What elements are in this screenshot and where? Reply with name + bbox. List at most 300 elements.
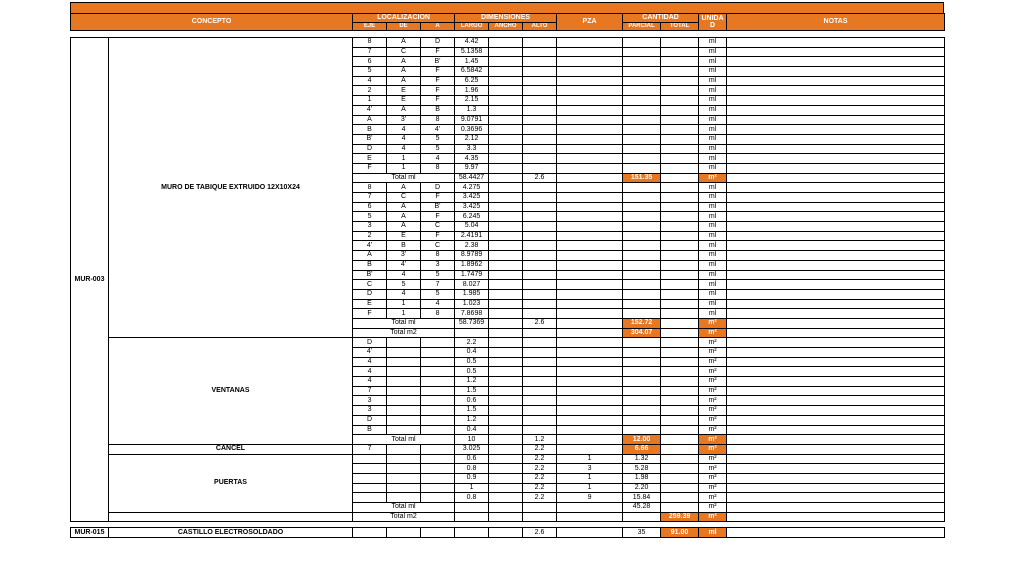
cell-notas bbox=[727, 396, 945, 406]
cell-alto: 2.2 bbox=[523, 464, 557, 474]
cell-alto bbox=[523, 503, 557, 513]
cell-ancho bbox=[489, 483, 523, 493]
cell-notas bbox=[727, 280, 945, 290]
cell-ancho bbox=[489, 193, 523, 203]
cell-largo: 58.7369 bbox=[455, 318, 489, 328]
cell-de: A bbox=[387, 76, 421, 86]
cell-parcial bbox=[623, 231, 661, 241]
cell-ancho bbox=[489, 86, 523, 96]
cell-unidad: m² bbox=[699, 357, 727, 367]
cell-eje: 5 bbox=[353, 212, 387, 222]
cell-ancho bbox=[489, 241, 523, 251]
cell-eje: D bbox=[353, 415, 387, 425]
concept-cell: VENTANAS bbox=[109, 338, 353, 445]
header-a: A bbox=[421, 23, 455, 31]
cell-notas bbox=[727, 377, 945, 387]
cell-pza bbox=[557, 144, 623, 154]
cell-unidad: ml bbox=[699, 193, 727, 203]
cell-de: A bbox=[387, 38, 421, 48]
cell-pza bbox=[557, 280, 623, 290]
cell-parcial: 45.28 bbox=[623, 503, 661, 513]
cell-a: B' bbox=[421, 202, 455, 212]
cell-total bbox=[661, 154, 699, 164]
cell-pza bbox=[557, 528, 623, 538]
cell-ancho bbox=[489, 377, 523, 387]
cell-largo: 2.15 bbox=[455, 96, 489, 106]
cell-notas bbox=[727, 444, 945, 454]
cell-parcial: 1.32 bbox=[623, 454, 661, 464]
cell-parcial: 2.20 bbox=[623, 483, 661, 493]
cell-eje: 4' bbox=[353, 348, 387, 358]
cell-de: A bbox=[387, 212, 421, 222]
cell-notas bbox=[727, 270, 945, 280]
cell-alto bbox=[523, 231, 557, 241]
cell-pza bbox=[557, 47, 623, 57]
cell-unidad: m² bbox=[699, 406, 727, 416]
cell-a bbox=[421, 493, 455, 503]
cell-total bbox=[661, 396, 699, 406]
cell-largo: 0.4 bbox=[455, 348, 489, 358]
cell-notas bbox=[727, 115, 945, 125]
cell-unidad: m² bbox=[699, 386, 727, 396]
cell-a: B bbox=[421, 105, 455, 115]
cell-parcial bbox=[623, 270, 661, 280]
cell-a: F bbox=[421, 212, 455, 222]
cell-de: 3' bbox=[387, 115, 421, 125]
cell-notas bbox=[727, 202, 945, 212]
cell-total bbox=[661, 134, 699, 144]
cell-unidad: ml bbox=[699, 76, 727, 86]
cell-alto bbox=[523, 396, 557, 406]
cell-unidad: m² bbox=[699, 367, 727, 377]
cell-unidad: m² bbox=[699, 425, 727, 435]
cell-de: 1 bbox=[387, 299, 421, 309]
cell-unidad: ml bbox=[699, 154, 727, 164]
cell-largo: 1.5 bbox=[455, 406, 489, 416]
cell-notas bbox=[727, 76, 945, 86]
cell-alto: 2.2 bbox=[523, 444, 557, 454]
cell-a bbox=[421, 454, 455, 464]
cell-alto bbox=[523, 86, 557, 96]
cell-pza bbox=[557, 444, 623, 454]
cell-ancho bbox=[489, 202, 523, 212]
cell-parcial: 152.72 bbox=[623, 318, 661, 328]
cell-unidad: m² bbox=[699, 512, 727, 522]
cell-eje: B' bbox=[353, 134, 387, 144]
cell-parcial: 15.84 bbox=[623, 493, 661, 503]
cell-a bbox=[421, 406, 455, 416]
cell-de: 4' bbox=[387, 260, 421, 270]
cell-eje: E bbox=[353, 299, 387, 309]
cell-parcial bbox=[623, 57, 661, 67]
cell-parcial bbox=[623, 67, 661, 77]
cell-alto bbox=[523, 328, 557, 338]
cell-largo bbox=[455, 512, 489, 522]
cell-pza bbox=[557, 503, 623, 513]
cell-total bbox=[661, 503, 699, 513]
cell-unidad: ml bbox=[699, 183, 727, 193]
cell-alto bbox=[523, 289, 557, 299]
cell-pza bbox=[557, 222, 623, 232]
cell-largo bbox=[455, 503, 489, 513]
cell-eje: 6 bbox=[353, 202, 387, 212]
cell-ancho bbox=[489, 38, 523, 48]
cell-notas bbox=[727, 464, 945, 474]
cell-unidad: ml bbox=[699, 57, 727, 67]
cell-alto bbox=[523, 415, 557, 425]
cell-parcial bbox=[623, 183, 661, 193]
cell-alto bbox=[523, 338, 557, 348]
cell-parcial bbox=[623, 386, 661, 396]
cell-parcial: 5.28 bbox=[623, 464, 661, 474]
cell-eje: 4' bbox=[353, 105, 387, 115]
cell-alto: 2.2 bbox=[523, 483, 557, 493]
cell-unidad: ml bbox=[699, 96, 727, 106]
cell-parcial bbox=[623, 251, 661, 261]
cell-total bbox=[661, 241, 699, 251]
cell-ancho bbox=[489, 473, 523, 483]
cell-alto bbox=[523, 367, 557, 377]
cell-largo: 58.4427 bbox=[455, 173, 489, 183]
cell-pza: 1 bbox=[557, 473, 623, 483]
cell-unidad: ml bbox=[699, 67, 727, 77]
cell-unidad: ml bbox=[699, 86, 727, 96]
cell-pza bbox=[557, 396, 623, 406]
cell-eje: 8 bbox=[353, 38, 387, 48]
cell-total bbox=[661, 386, 699, 396]
cell-alto: 2.2 bbox=[523, 493, 557, 503]
cell-a bbox=[421, 528, 455, 538]
cell-parcial bbox=[623, 76, 661, 86]
cell-pza bbox=[557, 115, 623, 125]
cell-alto bbox=[523, 309, 557, 319]
cell-pza bbox=[557, 251, 623, 261]
cell-parcial bbox=[623, 105, 661, 115]
cell-a: 5 bbox=[421, 289, 455, 299]
concept-cell: CANCEL bbox=[109, 444, 353, 454]
cell-ancho bbox=[489, 231, 523, 241]
cell-pza: 3 bbox=[557, 464, 623, 474]
cell-unidad: ml bbox=[699, 212, 727, 222]
cell-eje: 8 bbox=[353, 183, 387, 193]
cell-largo: 0.5 bbox=[455, 357, 489, 367]
cell-ancho bbox=[489, 338, 523, 348]
cell-notas bbox=[727, 86, 945, 96]
cell-largo: 0.8 bbox=[455, 493, 489, 503]
cell-total bbox=[661, 38, 699, 48]
cell-ancho bbox=[489, 105, 523, 115]
cell-unidad: m² bbox=[699, 396, 727, 406]
cell-alto bbox=[523, 386, 557, 396]
table-row bbox=[71, 444, 945, 454]
cell-a: F bbox=[421, 67, 455, 77]
cell-notas bbox=[727, 493, 945, 503]
cell-ancho bbox=[489, 435, 523, 445]
cell-unidad: ml bbox=[699, 231, 727, 241]
cell-de bbox=[387, 406, 421, 416]
cell-eje: 1 bbox=[353, 96, 387, 106]
total-label: Total m2 bbox=[353, 512, 455, 522]
cell-parcial bbox=[623, 115, 661, 125]
cell-largo: 6.245 bbox=[455, 212, 489, 222]
cell-a: D bbox=[421, 38, 455, 48]
cell-eje: 3 bbox=[353, 222, 387, 232]
cell-alto bbox=[523, 134, 557, 144]
cell-notas bbox=[727, 357, 945, 367]
cell-a: 8 bbox=[421, 163, 455, 173]
cell-total bbox=[661, 105, 699, 115]
cell-total bbox=[661, 67, 699, 77]
cell-a bbox=[421, 367, 455, 377]
cell-ancho bbox=[489, 144, 523, 154]
cell-parcial bbox=[623, 212, 661, 222]
cell-ancho bbox=[489, 163, 523, 173]
cell-notas bbox=[727, 406, 945, 416]
cell-unidad: m² bbox=[699, 415, 727, 425]
cell-ancho bbox=[489, 222, 523, 232]
cell-a bbox=[421, 483, 455, 493]
cell-notas bbox=[727, 183, 945, 193]
cell-unidad: ml bbox=[699, 125, 727, 135]
total-label: Total m2 bbox=[353, 328, 455, 338]
cell-pza bbox=[557, 212, 623, 222]
cell-parcial bbox=[623, 134, 661, 144]
cell-a: 4' bbox=[421, 125, 455, 135]
cell-eje: C bbox=[353, 280, 387, 290]
cell-unidad: m² bbox=[699, 338, 727, 348]
total-label: Total ml bbox=[353, 435, 455, 445]
cell-unidad: ml bbox=[699, 222, 727, 232]
cell-notas bbox=[727, 386, 945, 396]
cell-parcial bbox=[623, 348, 661, 358]
cell-alto bbox=[523, 270, 557, 280]
header-eje: EJE bbox=[353, 23, 387, 31]
cell-notas bbox=[727, 299, 945, 309]
cell-notas bbox=[727, 144, 945, 154]
cell-parcial bbox=[623, 47, 661, 57]
cell-unidad: ml bbox=[699, 289, 727, 299]
cell-parcial bbox=[623, 144, 661, 154]
total-label: Total ml bbox=[353, 503, 455, 513]
cell-parcial bbox=[623, 202, 661, 212]
cell-total bbox=[661, 483, 699, 493]
cell-total bbox=[661, 309, 699, 319]
cell-de bbox=[387, 425, 421, 435]
cell-alto bbox=[523, 105, 557, 115]
cell-total bbox=[661, 96, 699, 106]
cell-pza bbox=[557, 289, 623, 299]
cell-pza bbox=[557, 328, 623, 338]
cell-largo: 1.5 bbox=[455, 386, 489, 396]
cell-notas bbox=[727, 454, 945, 464]
cell-unidad: m² bbox=[699, 493, 727, 503]
cell-total bbox=[661, 57, 699, 67]
cell-largo: 1.45 bbox=[455, 57, 489, 67]
cell-de bbox=[387, 415, 421, 425]
cell-pza bbox=[557, 38, 623, 48]
cell-pza bbox=[557, 338, 623, 348]
cell-a: 5 bbox=[421, 144, 455, 154]
cell-ancho bbox=[489, 289, 523, 299]
concept-cell: MURO DE TABIQUE EXTRUIDO 12X10X24 bbox=[109, 38, 353, 338]
cell-unidad: m² bbox=[699, 435, 727, 445]
cell-total bbox=[661, 289, 699, 299]
cell-parcial bbox=[623, 309, 661, 319]
cell-pza bbox=[557, 173, 623, 183]
header-localizacion: LOCALIZACIÓN bbox=[353, 14, 455, 23]
cell-unidad: m² bbox=[699, 473, 727, 483]
header-gap bbox=[71, 31, 945, 38]
cell-total bbox=[661, 299, 699, 309]
cell-unidad: ml bbox=[699, 260, 727, 270]
cell-unidad: m² bbox=[699, 444, 727, 454]
cell-pza bbox=[557, 86, 623, 96]
cell-ancho bbox=[489, 415, 523, 425]
cell-notas bbox=[727, 415, 945, 425]
cell-eje: 7 bbox=[353, 193, 387, 203]
cell-parcial bbox=[623, 163, 661, 173]
cell-alto bbox=[523, 125, 557, 135]
cell-ancho bbox=[489, 386, 523, 396]
cell-largo: 1.023 bbox=[455, 299, 489, 309]
cell-de bbox=[387, 454, 421, 464]
cell-alto: 2.2 bbox=[523, 473, 557, 483]
cell-ancho bbox=[489, 134, 523, 144]
cell-unidad: ml bbox=[699, 105, 727, 115]
cell-eje: 4' bbox=[353, 241, 387, 251]
cell-eje: A bbox=[353, 251, 387, 261]
cell-alto bbox=[523, 280, 557, 290]
cell-a: 4 bbox=[421, 299, 455, 309]
cell-total bbox=[661, 367, 699, 377]
cell-ancho bbox=[489, 406, 523, 416]
cell-ancho bbox=[489, 464, 523, 474]
concept-cell bbox=[109, 512, 353, 522]
cell-a: F bbox=[421, 96, 455, 106]
cell-total bbox=[661, 47, 699, 57]
cell-pza bbox=[557, 260, 623, 270]
cell-a: D bbox=[421, 183, 455, 193]
cell-pza bbox=[557, 57, 623, 67]
cell-a bbox=[421, 338, 455, 348]
cell-alto bbox=[523, 67, 557, 77]
cell-notas bbox=[727, 348, 945, 358]
cell-total bbox=[661, 260, 699, 270]
cell-notas bbox=[727, 134, 945, 144]
cell-de bbox=[387, 357, 421, 367]
cell-unidad: ml bbox=[699, 241, 727, 251]
cell-eje: 4 bbox=[353, 357, 387, 367]
cell-a: F bbox=[421, 86, 455, 96]
cell-largo: 0.6 bbox=[455, 396, 489, 406]
cell-alto bbox=[523, 251, 557, 261]
cell-ancho bbox=[489, 309, 523, 319]
cell-pza bbox=[557, 367, 623, 377]
cell-ancho bbox=[489, 47, 523, 57]
cell-eje: 2 bbox=[353, 231, 387, 241]
cell-pza bbox=[557, 512, 623, 522]
cell-a bbox=[421, 473, 455, 483]
cell-notas bbox=[727, 163, 945, 173]
cell-a: 8 bbox=[421, 309, 455, 319]
cell-largo: 1.7479 bbox=[455, 270, 489, 280]
cell-alto bbox=[523, 377, 557, 387]
cell-eje: 4 bbox=[353, 367, 387, 377]
sheet-top-bar bbox=[70, 2, 944, 13]
cell-ancho bbox=[489, 454, 523, 464]
cell-pza bbox=[557, 241, 623, 251]
cell-ancho bbox=[489, 299, 523, 309]
cell-eje: 6 bbox=[353, 57, 387, 67]
cell-alto bbox=[523, 144, 557, 154]
cell-eje bbox=[353, 464, 387, 474]
cell-notas bbox=[727, 367, 945, 377]
cell-largo: 9.97 bbox=[455, 163, 489, 173]
cell-pza bbox=[557, 193, 623, 203]
cell-a: 8 bbox=[421, 115, 455, 125]
cell-de: A bbox=[387, 67, 421, 77]
cell-a: 7 bbox=[421, 280, 455, 290]
cell-notas bbox=[727, 309, 945, 319]
cell-unidad: m² bbox=[699, 464, 727, 474]
cell-a: F bbox=[421, 231, 455, 241]
cell-notas bbox=[727, 435, 945, 445]
cell-notas bbox=[727, 251, 945, 261]
cell-unidad: m² bbox=[699, 503, 727, 513]
cell-notas bbox=[727, 173, 945, 183]
cell-total bbox=[661, 377, 699, 387]
cell-largo: 1.985 bbox=[455, 289, 489, 299]
cell-alto: 2.6 bbox=[523, 173, 557, 183]
cell-alto: 1.2 bbox=[523, 435, 557, 445]
cell-eje: D bbox=[353, 144, 387, 154]
cell-pza bbox=[557, 67, 623, 77]
cell-pza bbox=[557, 377, 623, 387]
cell-total bbox=[661, 202, 699, 212]
cell-notas bbox=[727, 289, 945, 299]
cell-parcial bbox=[623, 289, 661, 299]
cell-notas bbox=[727, 318, 945, 328]
cell-largo: 1.2 bbox=[455, 415, 489, 425]
cell-alto bbox=[523, 512, 557, 522]
cell-eje: D bbox=[353, 289, 387, 299]
cell-total bbox=[661, 212, 699, 222]
cell-unidad: ml bbox=[699, 163, 727, 173]
cell-ancho bbox=[489, 425, 523, 435]
cell-parcial: 35 bbox=[623, 528, 661, 538]
cell-a: 5 bbox=[421, 134, 455, 144]
cell-total bbox=[661, 435, 699, 445]
cell-largo: 8.027 bbox=[455, 280, 489, 290]
cell-unidad: ml bbox=[699, 280, 727, 290]
cell-eje: F bbox=[353, 309, 387, 319]
cell-de: A bbox=[387, 57, 421, 67]
cell-de: 4 bbox=[387, 270, 421, 280]
cell-pza bbox=[557, 105, 623, 115]
cell-largo: 1.96 bbox=[455, 86, 489, 96]
cell-a: C bbox=[421, 222, 455, 232]
cell-a: 5 bbox=[421, 270, 455, 280]
cell-alto bbox=[523, 425, 557, 435]
cell-a: 8 bbox=[421, 251, 455, 261]
cell-parcial bbox=[623, 357, 661, 367]
cell-largo: 2.4191 bbox=[455, 231, 489, 241]
cell-largo: 2.12 bbox=[455, 134, 489, 144]
cell-parcial bbox=[623, 280, 661, 290]
cell-de: 1 bbox=[387, 163, 421, 173]
cell-total bbox=[661, 348, 699, 358]
cell-ancho bbox=[489, 280, 523, 290]
